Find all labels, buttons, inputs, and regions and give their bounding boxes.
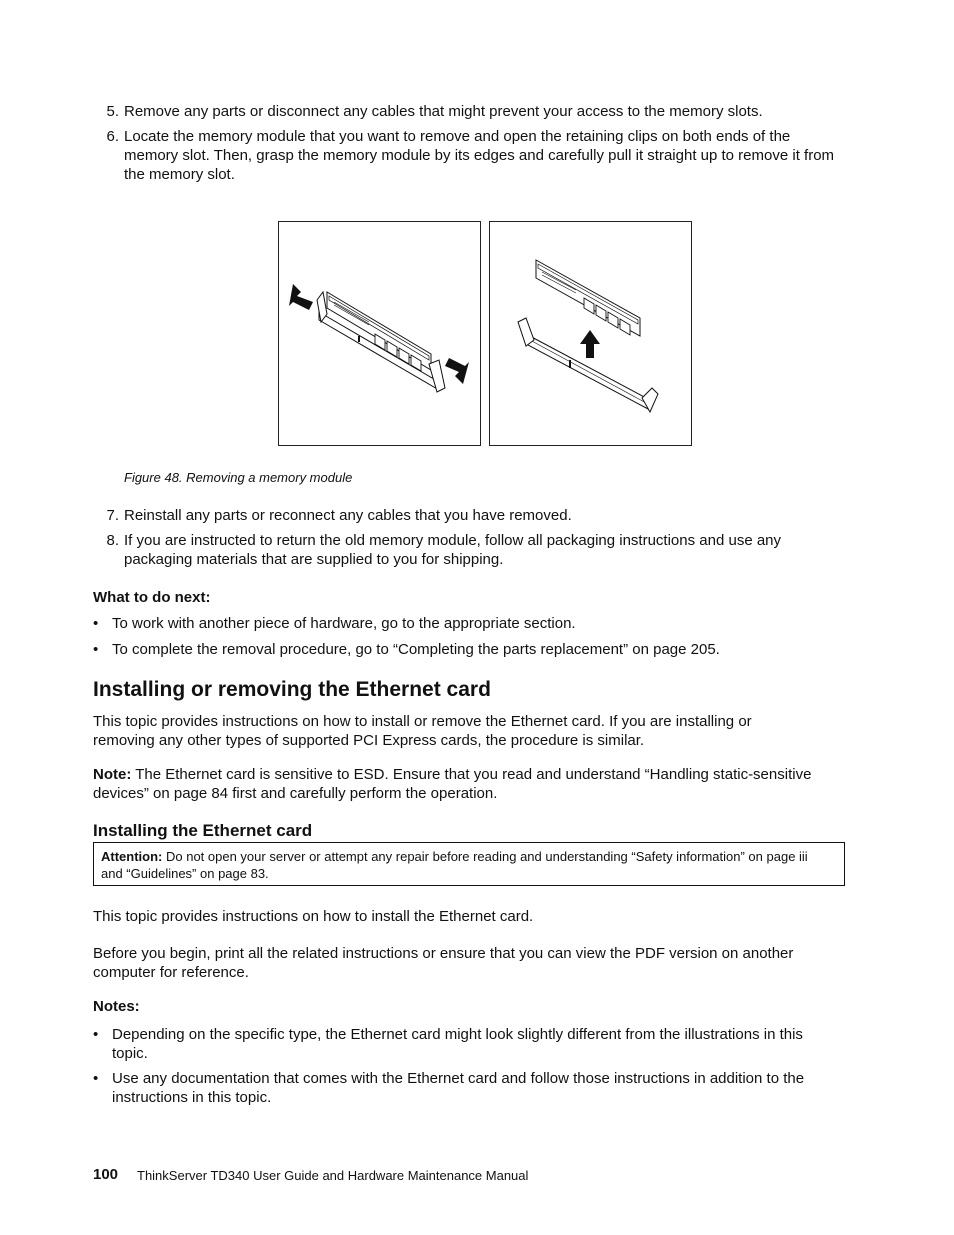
notes-bullet-2: Use any documentation that comes with the Ethernet card and follow those instructions in addition to the instructions in this topic. (112, 1070, 805, 1106)
step-8-number: 8. (106, 532, 119, 549)
bullet-marker: • (93, 615, 99, 632)
section-note (93, 765, 845, 803)
attention-content (101, 848, 831, 882)
notes-bullet-1: Depending on the specific type, the Ethernet card might look slightly different from the illustrations in this topic. (112, 1026, 803, 1062)
bullet-marker: • (93, 1026, 99, 1043)
subsection-title: Installing the Ethernet card (93, 821, 313, 840)
note-label: Note: (93, 766, 132, 783)
step-5-text: Remove any parts or disconnect any cables that might prevent your access to the memory slots. (124, 103, 763, 120)
figure-panel-lift-module (489, 221, 692, 446)
bullet-marker: • (93, 1070, 99, 1087)
what-to-do-next-heading: What to do next: (93, 589, 211, 606)
figure-panel-open-clips (278, 221, 481, 446)
subsection-para-1: This topic provides instructions on how to install the Ethernet card. (93, 908, 534, 925)
figure-caption: Figure 48. Removing a memory module (124, 470, 353, 485)
step-7-text: Reinstall any parts or reconnect any cables that you have removed. (124, 507, 572, 524)
attention-text: Do not open your server or attempt any repair before reading and understanding “Safety information” on page iii and “Guidelines” on page 83. (101, 849, 808, 881)
subsection-para-2: Before you begin, print all the related instructions or ensure that you can view the PDF version on another computer for reference. (93, 945, 794, 981)
step-5-number: 5. (106, 103, 119, 120)
footer-title: ThinkServer TD340 User Guide and Hardware Maintenance Manual (137, 1168, 529, 1183)
memory-lift-illustration (490, 222, 691, 445)
bullet-marker: • (93, 641, 99, 658)
step-8-text: If you are instructed to return the old memory module, follow all packaging instructions and use any packaging materials that are supplied to you for shipping. (124, 532, 782, 568)
section-intro: This topic provides instructions on how to install or remove the Ethernet card. If you are installing or removing any other types of supported PCI Express cards, the procedure is similar. (93, 713, 752, 749)
note-text: The Ethernet card is sensitive to ESD. Ensure that you read and understand “Handling static-sensitive devices” on page 84 first and carefully perform the operation. (93, 766, 812, 802)
attention-label: Attention: (101, 849, 163, 864)
page-number: 100 (93, 1166, 119, 1183)
notes-heading: Notes: (93, 998, 140, 1015)
next-bullet-1: To work with another piece of hardware, go to the appropriate section. (112, 615, 576, 632)
next-bullet-2: To complete the removal procedure, go to “Completing the parts replacement” on page 205. (112, 641, 720, 658)
attention-box (93, 842, 845, 886)
step-6-text: Locate the memory module that you want to remove and open the retaining clips on both ends of the memory slot. Then, grasp the memory module by its edges and carefully pull it straight up to remove it from the memory slot. (124, 128, 835, 183)
step-6-number: 6. (106, 128, 119, 145)
section-title: Installing or removing the Ethernet card (93, 678, 491, 701)
step-7-number: 7. (106, 507, 119, 524)
memory-clips-illustration (279, 222, 480, 445)
